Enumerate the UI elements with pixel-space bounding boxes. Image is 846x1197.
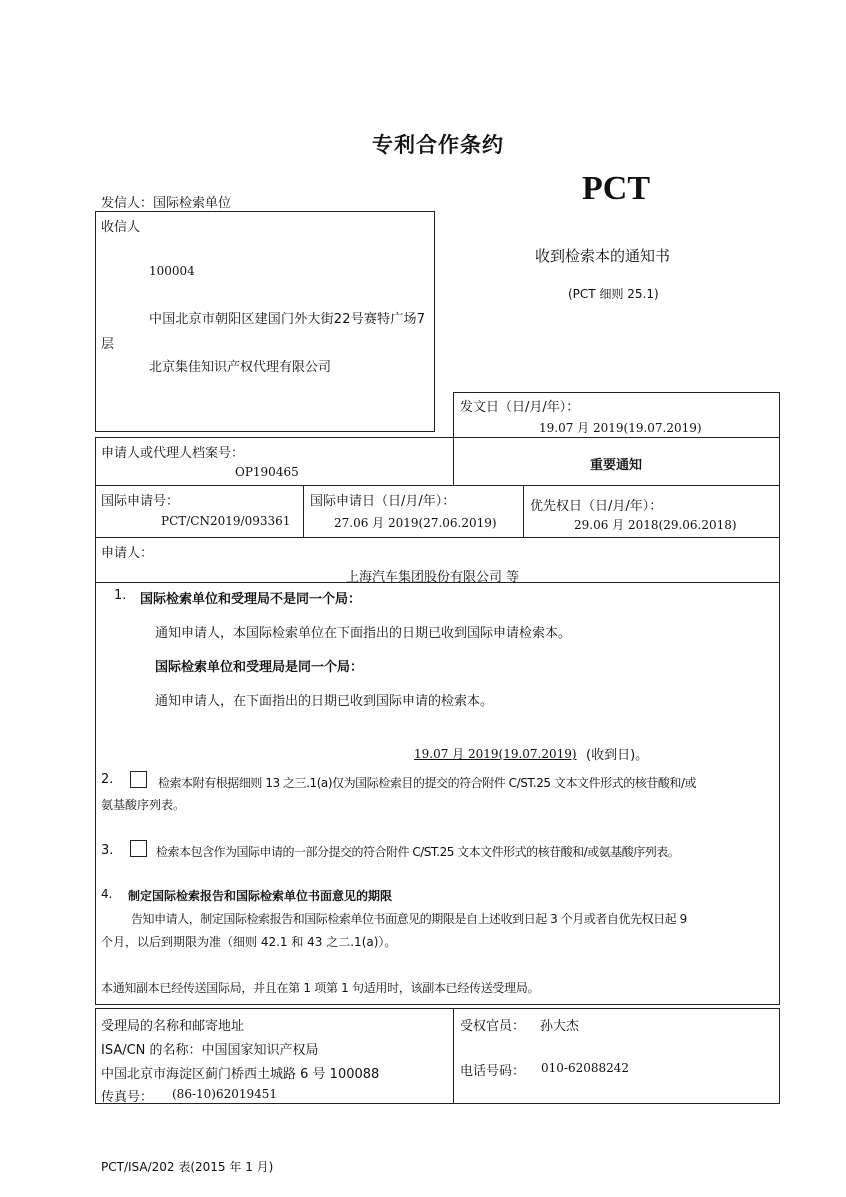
recipient-label: 收信人 — [101, 220, 141, 235]
fax-label: 传真号： — [101, 1090, 154, 1105]
phone-number: 010-62088242 — [541, 1061, 630, 1075]
section1-heading2: 国际检索单位和受理局是同一个局： — [155, 660, 364, 675]
notice-rule: (PCT 细则 25.1) — [568, 287, 659, 301]
file-ref-value: OP190465 — [235, 465, 299, 479]
recipient-address-2: 层 — [101, 337, 115, 352]
section4-number: 4. — [101, 887, 113, 901]
office-address: 中国北京市海淀区蓟门桥西土城路 6 号 100088 — [101, 1067, 380, 1082]
priority-value: 29.06 月 2018(29.06.2018) — [574, 518, 737, 532]
recipient-postcode: 100004 — [149, 264, 195, 278]
form-footer: PCT/ISA/202 表(2015 年 1 月) — [101, 1160, 274, 1174]
document-title: 专利合作条约 — [372, 133, 504, 157]
section3-checkbox[interactable] — [130, 840, 147, 857]
intl-date-value: 27.06 月 2019(27.06.2019) — [334, 516, 497, 530]
officer-label: 受权官员： — [460, 1019, 526, 1034]
section4-heading: 制定国际检索报告和国际检索单位书面意见的期限 — [128, 889, 393, 903]
applicant-label: 申请人： — [101, 546, 154, 561]
pct-heading: PCT — [582, 170, 650, 207]
section2-line1: 检索本附有根据细则 13 之三.1(a)仅为国际检索目的提交的符合附件 C/ST.25 文本文件形式的核苷酸和/或 — [158, 776, 697, 790]
priority-label: 优先权日（日/月/年）： — [530, 499, 663, 514]
section1-text2: 通知申请人，在下面指出的日期已收到国际申请的检索本。 — [155, 694, 494, 709]
section4-line1: 告知申请人，制定国际检索报告和国际检索单位书面意见的期限是自上述收到日起 3 个月或者自优先权日起 9 — [131, 912, 687, 926]
intl-date-label: 国际申请日（日/月/年）： — [310, 494, 456, 509]
recipient-company: 北京集佳知识产权代理有限公司 — [149, 360, 332, 375]
office-label: 受理局的名称和邮寄地址 — [101, 1019, 245, 1034]
phone-label: 电话号码： — [460, 1064, 526, 1079]
section2-line2: 氨基酸序列表。 — [101, 798, 186, 812]
section2-checkbox[interactable] — [130, 771, 147, 788]
mailing-date-label: 发文日（日/月/年）： — [460, 400, 580, 415]
received-date-suffix: (收到日)。 — [586, 748, 649, 763]
notice-title: 收到检索本的通知书 — [535, 247, 671, 265]
file-ref-label: 申请人或代理人档案号： — [101, 446, 245, 461]
sender: 发信人：国际检索单位 — [101, 196, 232, 211]
applicant-value: 上海汽车集团股份有限公司 等 — [346, 570, 520, 585]
section1-number: 1. — [114, 588, 127, 603]
section4-line2: 个月，以后到期限为准（细则 42.1 和 43 之二.1(a)）。 — [101, 935, 397, 949]
mailing-date-value: 19.07 月 2019(19.07.2019) — [539, 421, 702, 435]
copy-note: 本通知副本已经传送国际局，并且在第 1 项第 1 句适用时，该副本已经传送受理局。 — [101, 981, 540, 995]
recipient-address-1: 中国北京市朝阳区建国门外大街22号赛特广场7 — [149, 312, 426, 327]
fax-number: (86-10)62019451 — [172, 1087, 278, 1101]
important-notice: 重要通知 — [590, 458, 643, 473]
section1-text1: 通知申请人，本国际检索单位在下面指出的日期已收到国际申请检索本。 — [155, 626, 572, 641]
received-date: 19.07 月 2019(19.07.2019) — [414, 747, 577, 761]
section2-number: 2. — [101, 772, 114, 787]
office-name: ISA/CN 的名称：中国国家知识产权局 — [101, 1043, 319, 1058]
section3-number: 3. — [101, 843, 114, 858]
intl-app-label: 国际申请号： — [101, 494, 180, 509]
intl-app-value: PCT/CN2019/093361 — [161, 514, 291, 528]
officer-name: 孙大杰 — [540, 1019, 580, 1034]
section3-text: 检索本包含作为国际申请的一部分提交的符合附件 C/ST.25 文本文件形式的核苷酸和/或氨基酸序列表。 — [156, 845, 680, 859]
section1-heading: 国际检索单位和受理局不是同一个局： — [140, 592, 362, 607]
